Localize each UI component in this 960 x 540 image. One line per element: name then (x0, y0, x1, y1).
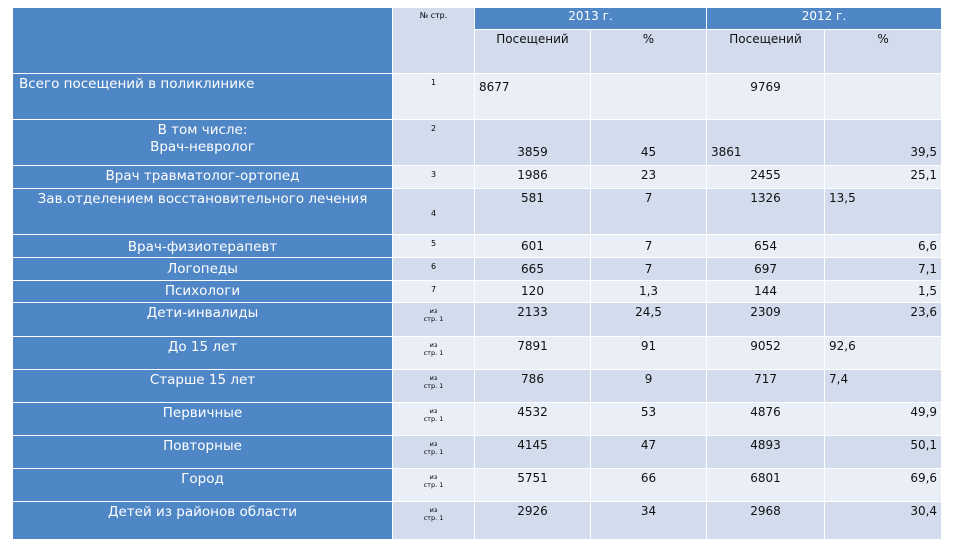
table-row (13, 303, 942, 337)
row-label (13, 120, 393, 166)
visits-2012: 697 (707, 258, 825, 281)
pct-2012: 92,6 (825, 337, 942, 370)
table-row (13, 235, 942, 258)
header-row-number: № стр. (393, 8, 475, 74)
header-row-years (13, 8, 942, 30)
pct-2012: 6,6 (825, 235, 942, 258)
row-number: 1 (393, 74, 475, 120)
header-pct-2013: % (591, 30, 707, 74)
table-row (13, 166, 942, 189)
row-label: Врач-физиотерапевт (13, 235, 393, 258)
row-ref-a: из (429, 506, 438, 514)
row-ref-b: стр. 1 (423, 382, 444, 390)
visits-2013: 1986 (475, 166, 591, 189)
visits-2012: 9769 (707, 74, 825, 120)
header-visits-2012: Посещений (707, 30, 825, 74)
pct-2013: 7 (591, 258, 707, 281)
visits-2013: 581 (475, 189, 591, 235)
visits-2012: 3861 (707, 120, 825, 166)
row-ref-b: стр. 1 (423, 514, 444, 522)
pct-2012: 25,1 (825, 166, 942, 189)
pct-2013: 47 (591, 436, 707, 469)
visits-2013: 4145 (475, 436, 591, 469)
row-number (393, 502, 475, 540)
visits-2013: 786 (475, 370, 591, 403)
pct-2013: 23 (591, 166, 707, 189)
visits-2012: 717 (707, 370, 825, 403)
table-row (13, 258, 942, 281)
row-label: Первичные (13, 403, 393, 436)
visits-2013: 3859 (475, 120, 591, 166)
visits-2012: 9052 (707, 337, 825, 370)
row-label: Всего посещений в поликлинике (13, 74, 393, 120)
table-row (13, 502, 942, 540)
row-number (393, 303, 475, 337)
row-number: 5 (393, 235, 475, 258)
row-ref-b: стр. 1 (423, 448, 444, 456)
row-label: Логопеды (13, 258, 393, 281)
visits-2013: 2926 (475, 502, 591, 540)
table-row (13, 281, 942, 303)
row-number: 4 (393, 189, 475, 235)
row-label: Повторные (13, 436, 393, 469)
visits-2012: 2309 (707, 303, 825, 337)
pct-2013: 66 (591, 469, 707, 502)
pct-2013: 45 (591, 120, 707, 166)
pct-2013: 34 (591, 502, 707, 540)
row-label: Детей из районов области (13, 502, 393, 540)
row-ref-b: стр. 1 (423, 415, 444, 423)
row-ref-a: из (429, 440, 438, 448)
table-row (13, 436, 942, 469)
row-number (393, 469, 475, 502)
visits-2012: 4876 (707, 403, 825, 436)
visits-2012: 2455 (707, 166, 825, 189)
pct-2012: 7,4 (825, 370, 942, 403)
pct-2013 (591, 74, 707, 120)
row-ref-a: из (429, 473, 438, 481)
table-row (13, 469, 942, 502)
visits-2013: 5751 (475, 469, 591, 502)
row-label: Зав.отделением восстановительного лечения (13, 189, 393, 235)
row-label: Город (13, 469, 393, 502)
row-ref-a: из (429, 307, 438, 315)
row-label-line2: Врач-невролог (150, 139, 255, 155)
row-number (393, 370, 475, 403)
pct-2013: 91 (591, 337, 707, 370)
table-row (13, 370, 942, 403)
table-row (13, 337, 942, 370)
visits-2013: 120 (475, 281, 591, 303)
visits-2013: 601 (475, 235, 591, 258)
visits-2012: 6801 (707, 469, 825, 502)
visits-2013: 7891 (475, 337, 591, 370)
visits-table (12, 7, 942, 540)
visits-2012: 2968 (707, 502, 825, 540)
pct-2012: 30,4 (825, 502, 942, 540)
row-number: 7 (393, 281, 475, 303)
row-label: Врач травматолог-ортопед (13, 166, 393, 189)
row-ref-a: из (429, 407, 438, 415)
pct-2012: 7,1 (825, 258, 942, 281)
pct-2013: 7 (591, 235, 707, 258)
row-number (393, 337, 475, 370)
pct-2012: 69,6 (825, 469, 942, 502)
row-ref-b: стр. 1 (423, 481, 444, 489)
row-label: Старше 15 лет (13, 370, 393, 403)
visits-2012: 144 (707, 281, 825, 303)
pct-2012: 1,5 (825, 281, 942, 303)
pct-2012: 39,5 (825, 120, 942, 166)
header-corner (13, 8, 393, 74)
header-pct-2012: % (825, 30, 942, 74)
visits-2013: 2133 (475, 303, 591, 337)
visits-2013: 4532 (475, 403, 591, 436)
row-ref-a: из (429, 341, 438, 349)
row-number: 3 (393, 166, 475, 189)
pct-2013: 1,3 (591, 281, 707, 303)
visits-2012: 654 (707, 235, 825, 258)
row-number: 2 (393, 120, 475, 166)
pct-2013: 9 (591, 370, 707, 403)
row-number (393, 403, 475, 436)
row-label: До 15 лет (13, 337, 393, 370)
pct-2013: 24,5 (591, 303, 707, 337)
visits-2013: 8677 (475, 74, 591, 120)
header-year-2012: 2012 г. (707, 8, 942, 30)
row-number: 6 (393, 258, 475, 281)
pct-2012: 50,1 (825, 436, 942, 469)
pct-2013: 7 (591, 189, 707, 235)
header-visits-2013: Посещений (475, 30, 591, 74)
pct-2012: 13,5 (825, 189, 942, 235)
header-year-2013: 2013 г. (475, 8, 707, 30)
row-ref-a: из (429, 374, 438, 382)
pct-2012: 49,9 (825, 403, 942, 436)
row-number (393, 436, 475, 469)
row-label: Психологи (13, 281, 393, 303)
pct-2012: 23,6 (825, 303, 942, 337)
pct-2013: 53 (591, 403, 707, 436)
visits-2012: 4893 (707, 436, 825, 469)
row-ref-b: стр. 1 (423, 315, 444, 323)
visits-2012: 1326 (707, 189, 825, 235)
table-row (13, 189, 942, 235)
table-row (13, 403, 942, 436)
table-row (13, 120, 942, 166)
row-ref-b: стр. 1 (423, 349, 444, 357)
row-label-line1: В том числе: (157, 122, 248, 138)
visits-2013: 665 (475, 258, 591, 281)
table-row (13, 74, 942, 120)
row-label: Дети-инвалиды (13, 303, 393, 337)
pct-2012 (825, 74, 942, 120)
